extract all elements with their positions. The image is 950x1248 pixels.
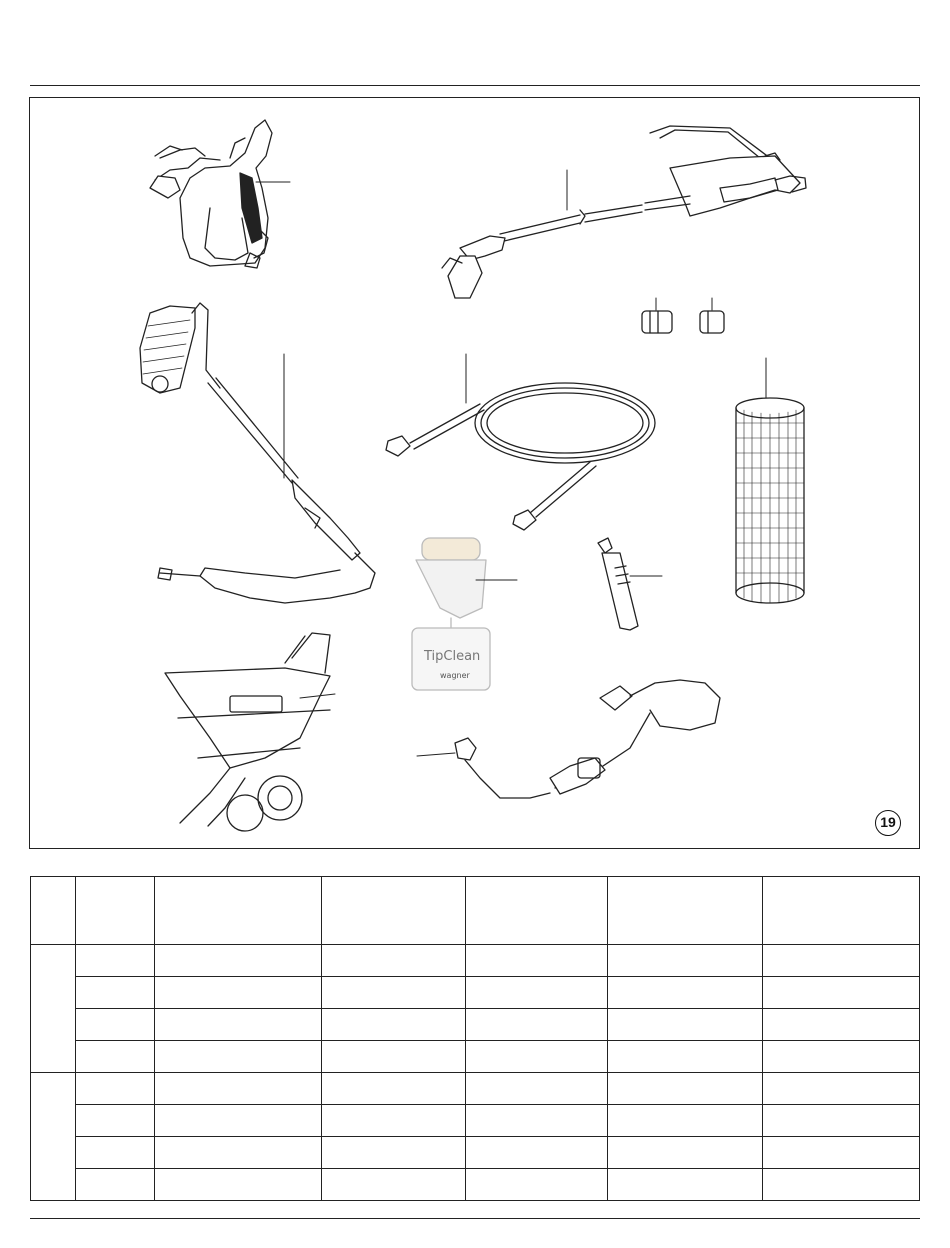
table-header-row <box>31 877 920 945</box>
table-cell <box>76 945 155 977</box>
table-cell <box>763 1105 920 1137</box>
table-row <box>31 977 920 1009</box>
accessories-illustration <box>30 98 919 848</box>
table-cell <box>608 1105 763 1137</box>
table-cell <box>155 1169 322 1201</box>
table-cell <box>608 1041 763 1073</box>
accessories-figure <box>29 97 920 849</box>
table-cell <box>155 1105 322 1137</box>
table-cell <box>76 1137 155 1169</box>
table-cell <box>763 1137 920 1169</box>
pressure-roller-drawing <box>140 303 375 603</box>
table-cell <box>322 945 466 977</box>
header-cell <box>76 877 155 945</box>
header-cell <box>608 877 763 945</box>
table-cell <box>322 1041 466 1073</box>
table-cell <box>466 977 608 1009</box>
table-cell <box>466 945 608 977</box>
header-cell <box>763 877 920 945</box>
table-cell <box>608 977 763 1009</box>
table-cell <box>322 1009 466 1041</box>
table-cell <box>466 1169 608 1201</box>
table-cell <box>763 977 920 1009</box>
header-cell <box>31 877 76 945</box>
table-row <box>31 1041 920 1073</box>
table-cell <box>322 1137 466 1169</box>
table-cell <box>322 1169 466 1201</box>
table-cell <box>608 1169 763 1201</box>
figure-number-badge: 19 <box>875 810 901 836</box>
table-cell <box>466 1009 608 1041</box>
table-cell <box>608 1009 763 1041</box>
table-cell <box>76 1073 155 1105</box>
header-cell <box>155 877 322 945</box>
table-cell <box>322 1105 466 1137</box>
table-row <box>31 1073 920 1105</box>
group-label-cell <box>31 1073 76 1201</box>
table-cell <box>76 1041 155 1073</box>
table-cell <box>466 1041 608 1073</box>
table-cell <box>76 1009 155 1041</box>
table-row <box>31 1169 920 1201</box>
table-cell <box>322 977 466 1009</box>
table-cell <box>155 1041 322 1073</box>
table-cell <box>763 1041 920 1073</box>
spray-gun-drawing <box>150 120 290 268</box>
remote-control-cable-drawing <box>417 680 720 798</box>
tipclean-container-drawing <box>412 538 517 690</box>
header-cell <box>466 877 608 945</box>
tipclean-brand-text: TipClean <box>424 649 481 664</box>
table-cell <box>322 1073 466 1105</box>
table-cell <box>155 1073 322 1105</box>
table-row <box>31 1009 920 1041</box>
table-cell <box>76 977 155 1009</box>
table-cell <box>155 945 322 977</box>
table-cell <box>466 1105 608 1137</box>
table-cell <box>155 1009 322 1041</box>
table-cell <box>763 945 920 977</box>
group-label-cell <box>31 945 76 1073</box>
header-cell <box>322 877 466 945</box>
table-cell <box>466 1137 608 1169</box>
cart-drawing <box>165 633 335 831</box>
high-pressure-hose-drawing <box>386 354 655 530</box>
table-cell <box>763 1009 920 1041</box>
table-cell <box>608 1137 763 1169</box>
table-cell <box>466 1073 608 1105</box>
table-cell <box>608 945 763 977</box>
table-row <box>31 1105 920 1137</box>
table-cell <box>608 1073 763 1105</box>
top-rule <box>30 85 920 86</box>
table-row <box>31 945 920 977</box>
table-cell <box>76 1169 155 1201</box>
table-cell <box>76 1105 155 1137</box>
hose-connectors-drawing <box>642 298 724 333</box>
parts-table <box>30 876 920 1201</box>
table-cell <box>763 1169 920 1201</box>
table-cell <box>155 977 322 1009</box>
table-cell <box>155 1137 322 1169</box>
extension-gun-drawing <box>442 126 806 298</box>
table-cell <box>763 1073 920 1105</box>
table-row <box>31 1137 920 1169</box>
bottom-rule <box>30 1218 920 1219</box>
filter-cartridge-drawing <box>736 358 804 603</box>
gun-filter-drawing <box>598 538 662 630</box>
tipclean-maker-text: wagner <box>440 671 470 680</box>
